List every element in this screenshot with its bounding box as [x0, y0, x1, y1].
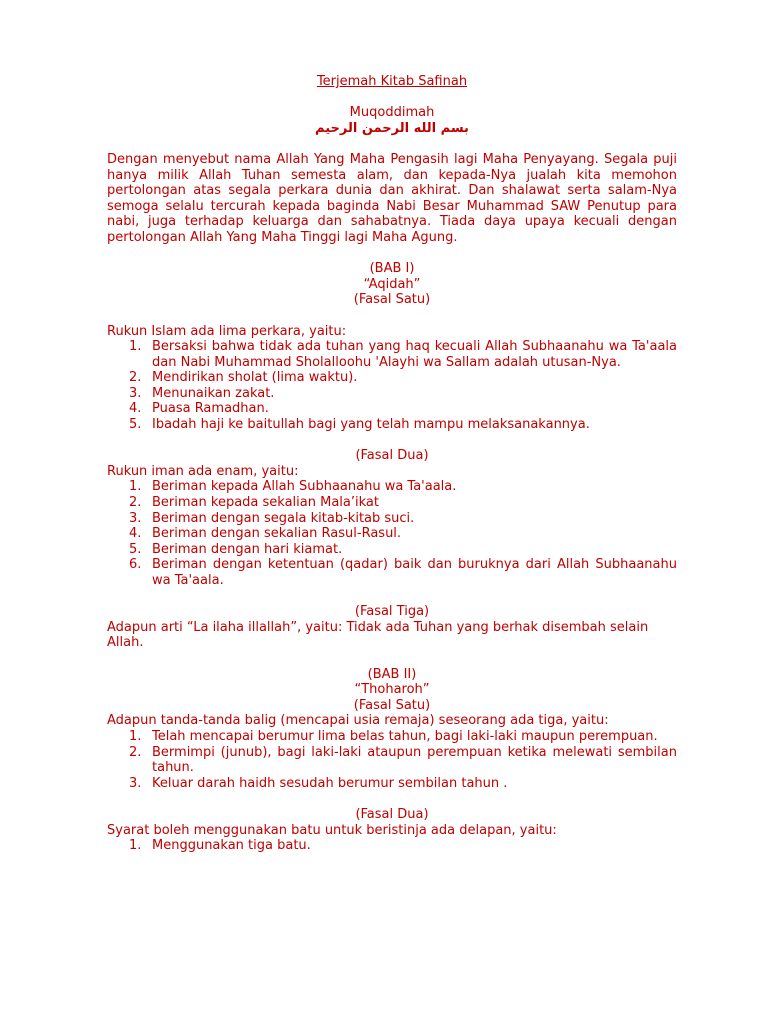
- istinja-lead: Syarat boleh menggunakan batu untuk beristinja ada delapan, yaitu:: [107, 822, 557, 838]
- intro-paragraph: Dengan menyebut nama Allah Yang Maha Pengasih lagi Maha Penyayang. Segala puji hanya milik Allah Tuhan semesta alam, dan kepada-Nya jualah kita memohon pertolongan atas segala perkara dunia dan akhirat. Dan shalawat serta salam-Nya semoga selalu tercurah kepada baginda Nabi Besar Muhammad SAW Penutup para nabi, juga terhadap keluarga dan sahabatnya. Tiada daya upaya kecuali dengan pertolongan Allah Yang Maha Tinggi lagi Maha Agung.: [107, 151, 677, 245]
- list-item: 4. Puasa Ramadhan.: [129, 401, 269, 417]
- bab2-label: (BAB II): [367, 666, 417, 682]
- list-item: 6. Beriman dengan ketentuan (qadar) baik dan buruknya dari Allah Subhaanahu wa Ta'aala.: [129, 557, 677, 588]
- muqoddimah-heading: Muqoddimah: [349, 105, 435, 121]
- list-item: 2. Beriman kepada sekalian Mala’ikat: [129, 495, 379, 511]
- bab1-name: “Aqidah”: [363, 276, 421, 292]
- list-item: 1. Menggunakan tiga batu.: [129, 838, 311, 854]
- list-item: 1. Beriman kepada Allah Subhaanahu wa Ta'aala.: [129, 479, 457, 495]
- bab2-name: “Thoharoh”: [354, 682, 430, 698]
- rukun-iman-list: [107, 479, 677, 588]
- bab2-fasal-dua-heading: (Fasal Dua): [355, 806, 429, 822]
- document-body: [107, 74, 677, 854]
- rukun-islam-list: [107, 339, 677, 433]
- document-title: Terjemah Kitab Safinah: [316, 74, 468, 89]
- bab2-fasal-satu-heading: (Fasal Satu): [353, 697, 431, 713]
- basmalah: بسم الله الرحمن الرحيم: [315, 120, 469, 136]
- bab1-fasal-dua-heading: (Fasal Dua): [355, 448, 429, 464]
- list-item: 3. Keluar darah haidh sesudah berumur sembilan tahun .: [129, 775, 508, 791]
- list-item: 3. Menunaikan zakat.: [129, 385, 275, 401]
- bab1-fasal-satu-heading: (Fasal Satu): [353, 292, 431, 308]
- list-item: 5. Beriman dengan hari kiamat.: [129, 541, 343, 557]
- list-item: 4. Beriman dengan sekalian Rasul-Rasul.: [129, 526, 402, 542]
- balig-lead: Adapun tanda-tanda balig (mencapai usia remaja) seseorang ada tiga, yaitu:: [107, 713, 609, 729]
- istinja-list: [107, 838, 677, 854]
- rukun-islam-lead: Rukun Islam ada lima perkara, yaitu:: [107, 323, 347, 339]
- list-item: 3. Beriman dengan segala kitab-kitab suci.: [129, 510, 415, 526]
- list-item: 5. Ibadah haji ke baitullah bagi yang telah mampu melaksanakannya.: [129, 417, 590, 433]
- list-item: 2. Bermimpi (junub), bagi laki-laki ataupun perempuan ketika melewati sembilan tahun.: [129, 744, 677, 776]
- fasal-tiga-text: Adapun arti “La ilaha illallah”, yaitu: Tidak ada Tuhan yang berhak disembah selain Allah.: [107, 619, 649, 651]
- list-item: 1. Bersaksi bahwa tidak ada tuhan yang haq kecuali Allah Subhaanahu wa Ta'aala dan Nabi Muhammad Sholalloohu 'Alayhi wa Sallam adalah utusan-Nya.: [129, 339, 677, 370]
- rukun-iman-lead: Rukun iman ada enam, yaitu:: [107, 463, 299, 479]
- balig-list: [107, 729, 677, 791]
- list-item: 1. Telah mencapai berumur lima belas tahun, bagi laki-laki maupun perempuan.: [129, 728, 658, 744]
- list-item: 2. Mendirikan sholat (lima waktu).: [129, 370, 358, 386]
- bab1-label: (BAB I): [369, 261, 415, 277]
- bab1-fasal-tiga-heading: (Fasal Tiga): [354, 604, 430, 620]
